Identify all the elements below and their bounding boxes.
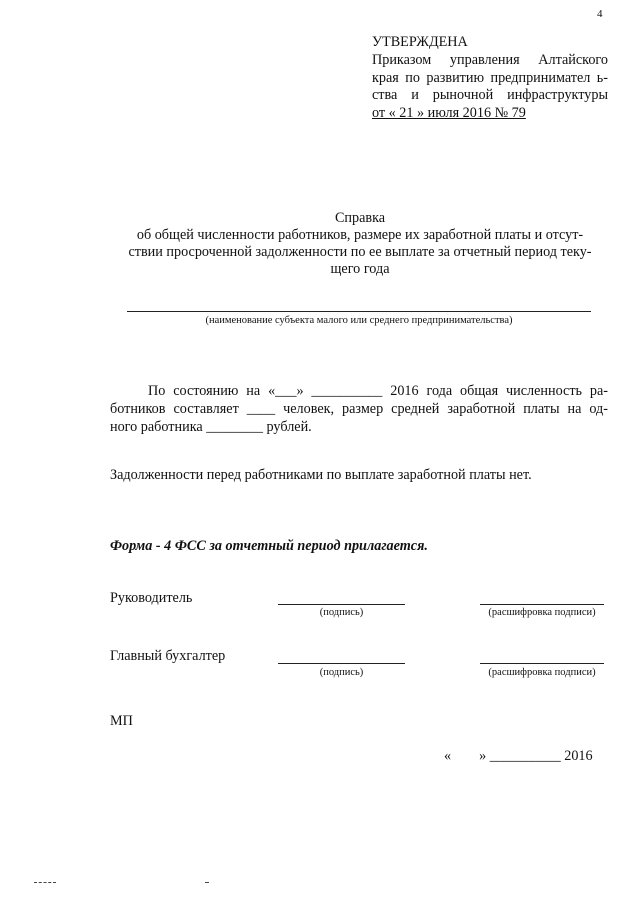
decoding-caption: (расшифровка подписи)	[488, 667, 596, 678]
entity-caption: (наименование субъекта малого или среднего предпринимательства)	[205, 315, 513, 326]
approval-line: ства и рыночной инфраструктуры	[372, 87, 608, 104]
statement-line: ного работника ________ рублей.	[110, 419, 312, 435]
title-line: ствии просроченной задолженности по ее выплате за отчетный период теку-	[128, 244, 592, 260]
signature-line	[278, 604, 405, 605]
decoding-line	[480, 663, 604, 664]
decoding-caption: (расшифровка подписи)	[488, 607, 596, 618]
signature-role-director: Руководитель	[110, 590, 193, 606]
approval-order-ref: от « 21 » июля 2016 № 79	[372, 105, 526, 122]
scan-mark	[34, 882, 56, 883]
date-quote-close: »	[479, 748, 487, 764]
stamp-label: МП	[110, 713, 133, 729]
approval-heading: УТВЕРЖДЕНА	[372, 34, 468, 50]
title-line: об общей численности работников, размере их заработной платы и отсут-	[136, 227, 584, 243]
statement-line: По состоянию на «___» __________ 2016 года общая численность ра-	[148, 383, 608, 399]
approval-line: Приказом управления Алтайского	[372, 51, 608, 68]
date-line	[444, 748, 593, 765]
date-year: 2016	[564, 748, 593, 764]
signature-caption: (подпись)	[319, 667, 364, 678]
date-quote-open: «	[444, 748, 452, 764]
scan-mark	[205, 882, 209, 883]
approval-block	[372, 34, 608, 123]
debt-statement: Задолженности перед работниками по выплате заработной платы нет.	[110, 467, 532, 483]
date-blank: __________	[489, 748, 561, 764]
signature-line	[278, 663, 405, 664]
document-title: Справка	[334, 210, 386, 226]
title-line: щего года	[330, 261, 390, 277]
approval-line: края по развитию предпринимател ь-	[372, 69, 608, 86]
attachment-note: Форма - 4 ФСС за отчетный период прилагается.	[110, 538, 428, 554]
page-number: 4	[597, 8, 603, 20]
signature-role-accountant: Главный бухгалтер	[110, 648, 226, 664]
signature-caption: (подпись)	[319, 607, 364, 618]
entity-name-line	[127, 311, 591, 312]
decoding-line	[480, 604, 604, 605]
statement-line: ботников составляет ____ человек, размер средней заработной платы на од-	[110, 401, 608, 417]
